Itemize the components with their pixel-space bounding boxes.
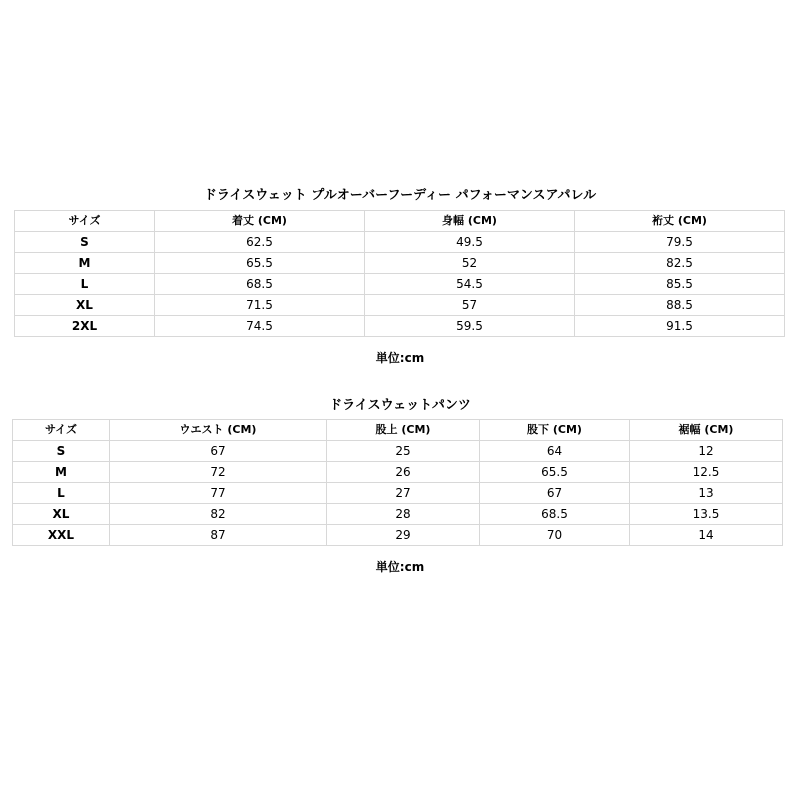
table-row bbox=[13, 525, 783, 546]
table-cell: 62.5 bbox=[155, 232, 365, 253]
table-cell: 13 bbox=[630, 483, 783, 504]
header-width: 身幅 (CM) bbox=[365, 211, 575, 232]
table-row bbox=[15, 253, 785, 274]
size-cell: L bbox=[15, 274, 155, 295]
table-cell: 87 bbox=[110, 525, 327, 546]
size-cell: 2XL bbox=[15, 316, 155, 337]
table-cell: 65.5 bbox=[155, 253, 365, 274]
hoodie-title: ドライスウェット プルオーバーフーディー パフォーマンスアパレル bbox=[203, 188, 597, 203]
table-cell: 68.5 bbox=[155, 274, 365, 295]
table-cell: 12.5 bbox=[630, 462, 783, 483]
table-row bbox=[15, 316, 785, 337]
size-cell: M bbox=[15, 253, 155, 274]
table-cell: 52 bbox=[365, 253, 575, 274]
header-inseam: 股下 (CM) bbox=[480, 420, 630, 441]
table-cell: 77 bbox=[110, 483, 327, 504]
table-cell: 82 bbox=[110, 504, 327, 525]
table-row bbox=[13, 462, 783, 483]
table-row bbox=[13, 504, 783, 525]
table-row bbox=[15, 295, 785, 316]
table-cell: 12 bbox=[630, 441, 783, 462]
table-cell: 74.5 bbox=[155, 316, 365, 337]
table-cell: 85.5 bbox=[575, 274, 785, 295]
table-row bbox=[13, 441, 783, 462]
table-cell: 71.5 bbox=[155, 295, 365, 316]
table-cell: 29 bbox=[327, 525, 480, 546]
table-row bbox=[13, 483, 783, 504]
size-cell: S bbox=[13, 441, 110, 462]
table-cell: 59.5 bbox=[365, 316, 575, 337]
header-length: 着丈 (CM) bbox=[155, 211, 365, 232]
table-cell: 72 bbox=[110, 462, 327, 483]
table-cell: 70 bbox=[480, 525, 630, 546]
table-cell: 14 bbox=[630, 525, 783, 546]
table-cell: 91.5 bbox=[575, 316, 785, 337]
table-cell: 68.5 bbox=[480, 504, 630, 525]
header-sleeve: 裄丈 (CM) bbox=[575, 211, 785, 232]
table-cell: 49.5 bbox=[365, 232, 575, 253]
table-row bbox=[15, 274, 785, 295]
hoodie-size-table bbox=[14, 210, 785, 337]
header-size: サイズ bbox=[13, 420, 110, 441]
table-cell: 25 bbox=[327, 441, 480, 462]
table-cell: 27 bbox=[327, 483, 480, 504]
table-cell: 54.5 bbox=[365, 274, 575, 295]
table-cell: 13.5 bbox=[630, 504, 783, 525]
header-waist: ウエスト (CM) bbox=[110, 420, 327, 441]
table-cell: 26 bbox=[327, 462, 480, 483]
header-size: サイズ bbox=[15, 211, 155, 232]
table-header-row bbox=[13, 420, 783, 441]
header-hem-width: 裾幅 (CM) bbox=[630, 420, 783, 441]
hoodie-unit-note: 単位:cm bbox=[375, 351, 425, 365]
size-cell: XL bbox=[15, 295, 155, 316]
header-rise: 股上 (CM) bbox=[327, 420, 480, 441]
table-cell: 57 bbox=[365, 295, 575, 316]
table-cell: 67 bbox=[110, 441, 327, 462]
table-cell: 64 bbox=[480, 441, 630, 462]
table-row bbox=[15, 232, 785, 253]
size-cell: S bbox=[15, 232, 155, 253]
pants-size-table bbox=[12, 419, 783, 546]
table-cell: 82.5 bbox=[575, 253, 785, 274]
table-cell: 28 bbox=[327, 504, 480, 525]
size-cell: L bbox=[13, 483, 110, 504]
size-cell: XXL bbox=[13, 525, 110, 546]
pants-title: ドライスウェットパンツ bbox=[329, 398, 471, 413]
table-cell: 88.5 bbox=[575, 295, 785, 316]
table-cell: 65.5 bbox=[480, 462, 630, 483]
pants-unit-note: 単位:cm bbox=[375, 560, 425, 574]
table-cell: 79.5 bbox=[575, 232, 785, 253]
table-header-row bbox=[15, 211, 785, 232]
table-cell: 67 bbox=[480, 483, 630, 504]
size-cell: XL bbox=[13, 504, 110, 525]
size-cell: M bbox=[13, 462, 110, 483]
